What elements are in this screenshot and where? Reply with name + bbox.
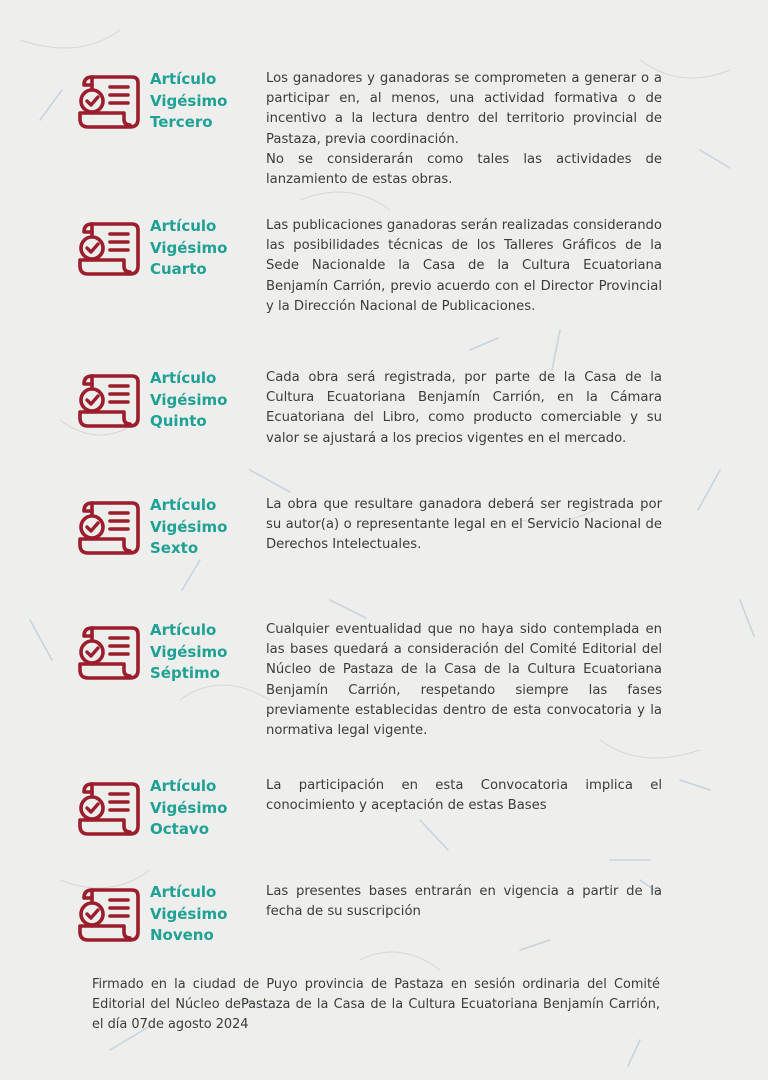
document-checkmark-icon (78, 882, 142, 944)
article-title-line: Sexto (150, 539, 199, 557)
article-title (150, 620, 260, 685)
article-text: Las publicaciones ganadoras serán realizadas considerando las posibilidades técnicas de los Talleres Gráficos de la Sede Nacionalde la Casa de la Cultura Ecuatoriana Benjamín Carrión, previo acuerdo con el Director Provincial y la Dirección Nacional de Publicaciones. (266, 218, 662, 314)
document-checkmark-icon (78, 495, 142, 557)
article-title (150, 216, 260, 281)
article-title-line: Noveno (150, 926, 214, 944)
article-title-line: Séptimo (150, 664, 220, 682)
article-title-line: Cuarto (150, 260, 207, 278)
document-checkmark-icon (78, 69, 142, 131)
article-title-line: Artículo (150, 777, 217, 795)
article-title-line: Artículo (150, 70, 217, 88)
article-title-line: Octavo (150, 820, 210, 838)
article-title (150, 69, 260, 134)
article-title-line: Vigésimo (150, 798, 228, 817)
article-text: Las presentes bases entrarán en vigencia a partir de la fecha de su suscripción (266, 884, 662, 920)
article-title-line: Vigésimo (150, 238, 228, 257)
signature-paragraph: Firmado en la ciudad de Puyo provincia de Pastaza en sesión ordinaria del Comité Editorial del Núcleo dePastaza de la Casa de la Cultura Ecuatoriana Benjamín Carrión, el día 07de agosto 2024 (92, 977, 660, 1033)
article-title (150, 368, 260, 433)
document-checkmark-icon (78, 368, 142, 430)
article-title-line: Vigésimo (150, 91, 228, 110)
article-title-line: Artículo (150, 621, 217, 639)
article-title (150, 495, 260, 560)
document-checkmark-icon (78, 216, 142, 278)
document-checkmark-icon (78, 620, 142, 682)
document-checkmark-icon (78, 776, 142, 838)
article-text: Cualquier eventualidad que no haya sido contemplada en las bases quedará a consideración del Comité Editorial del Núcleo de Pastaza de la Casa de la Cultura Ecuatoriana Benjamín Carrión, respetando siempre las fases previamente establecidas dentro de esta convocatoria y la normativa legal vigente. (266, 622, 662, 739)
article-text: La obra que resultare ganadora deberá ser registrada por su autor(a) o representante legal en el Servicio Nacional de Derechos Intelectuales. (266, 497, 662, 553)
article-title-line: Artículo (150, 369, 217, 387)
article-title (150, 776, 260, 841)
article-title-line: Artículo (150, 883, 217, 901)
article-title-line: Artículo (150, 496, 217, 514)
article-text: Los ganadores y ganadoras se comprometen a generar o a participar en, al menos, una actividad formativa o de incentivo a la lectura dentro del territorio provincial de Pastaza, previa coordinación. No se considerarán como tales las actividades de lanzamiento de estas obras. (266, 71, 662, 188)
article-title-line: Quinto (150, 412, 207, 430)
article-title-line: Tercero (150, 113, 213, 131)
article-title-line: Vigésimo (150, 517, 228, 536)
article-title-line: Vigésimo (150, 904, 228, 923)
article-title (150, 882, 260, 947)
article-title-line: Vigésimo (150, 642, 228, 661)
article-text: La participación en esta Convocatoria implica el conocimiento y aceptación de estas Bases (266, 778, 662, 814)
article-text: Cada obra será registrada, por parte de la Casa de la Cultura Ecuatoriana Benjamín Carrión, en la Cámara Ecuatoriana del Libro, como producto comerciable y su valor se ajustará a los precios vigentes en el mercado. (266, 370, 662, 446)
article-title-line: Vigésimo (150, 390, 228, 409)
article-title-line: Artículo (150, 217, 217, 235)
